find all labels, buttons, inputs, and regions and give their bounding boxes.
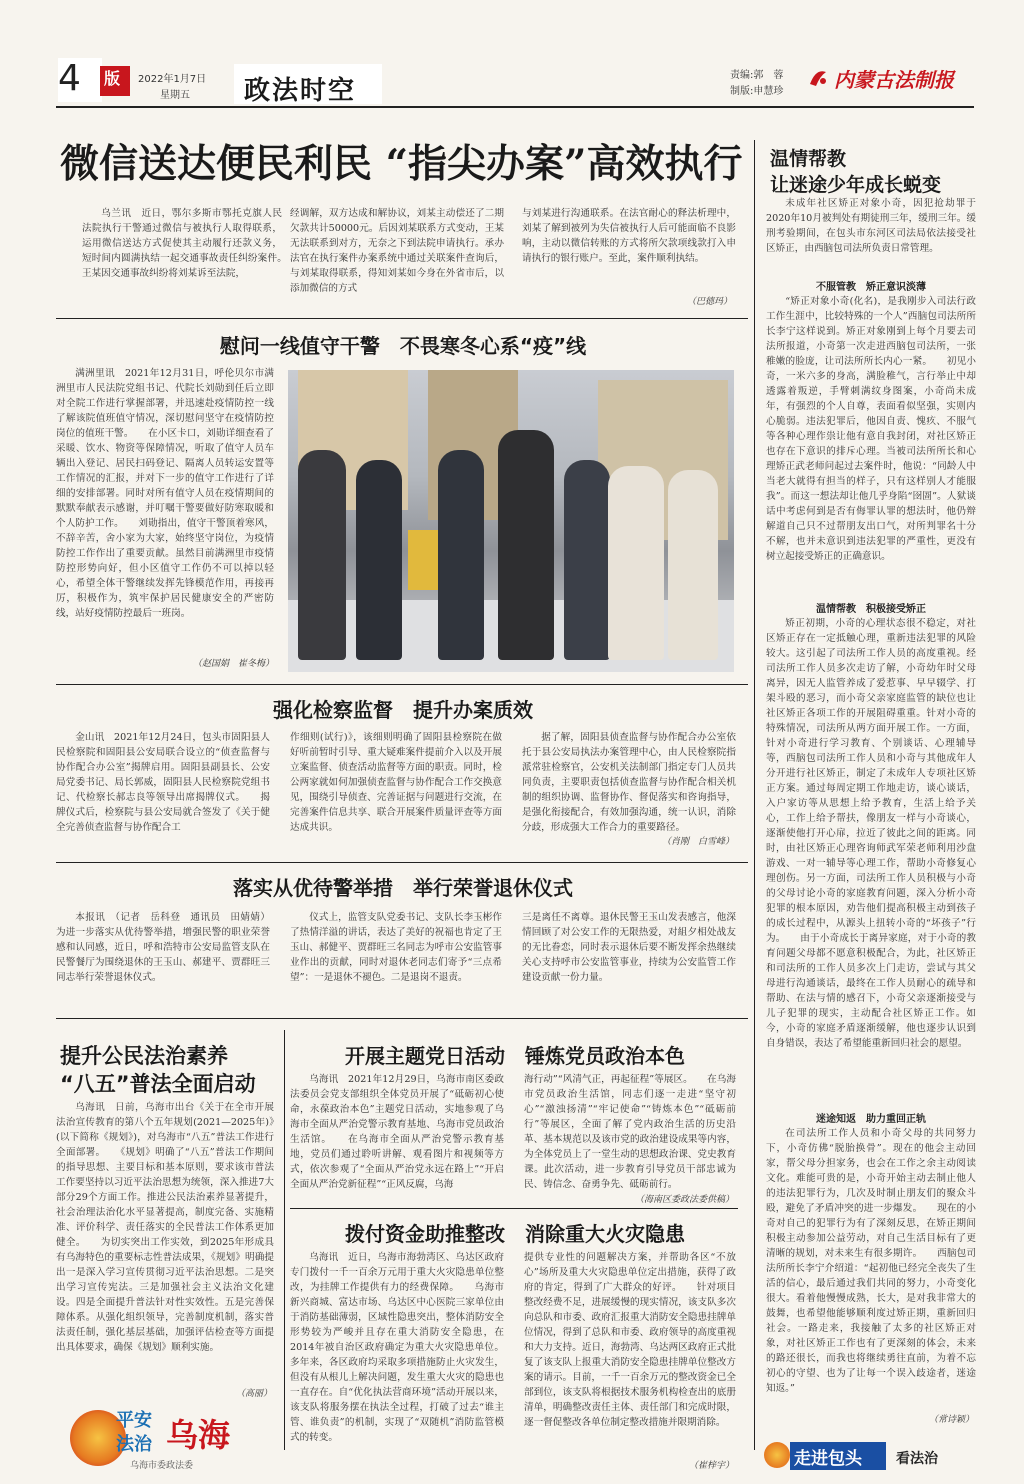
article3-col3: 据了解，固阳县侦查监督与协作配合办公室依托于县公安局执法办案管理中心，由人民检察院指派常驻检察官，公安机关法制部门指定专门人员共同负责，主要职责包括侦查监督与协作配合相关机制的组织协调、监督协作、督促落实和咨询指导，是强化衔接配合，有效加强沟通，统一认识，消除分歧，形成强大工作合力的重要路径。 <box>522 732 736 833</box>
sidebar-subheading-1: 不服管教 矫正意识淡薄 <box>816 282 926 293</box>
divider <box>56 862 748 863</box>
sidebar-subheading-3: 迷途知返 助力重回正轨 <box>766 1110 976 1125</box>
article6-col1: 乌海讯 2021年12月29日，乌海市南区委政法委员会党支部组织全体党员开展了“砥砺初心使命，永葆政治本色”主题党日活动，实地参观了乌海市全面从严治党警示教育基地、乌海市党员政治生活馆。 在乌海市全面从严治党警示教育基地，党员们通过聆听讲解、观看图片和视频等方式，依次参观了“全面从严治党永远在路上”“开启全面从严治党新征程”“正风反腐，乌海 <box>290 1074 504 1190</box>
divider <box>56 684 748 685</box>
paper-name: 内蒙古法制报 <box>834 68 954 92</box>
main-article-col1: 乌兰讯 近日，鄂尔多斯市鄂托克旗人民法院执行干警通过微信与被执行人取得联系，运用微信送达方式促使其主动履行还款义务，短时间内圆满执结一起交通事故责任纠纷案件。 王某因交通事故纠纷将刘某诉至法院， <box>82 208 282 279</box>
logo-emblem-icon <box>764 1442 790 1468</box>
article7-headline: 拨付资金助推整改 消除重大火灾隐患 <box>345 1222 685 1246</box>
article4-col1: 本报讯 （记者 岳科登 通讯员 田婧婧）为进一步落实从优待警举措，增强民警的职业荣誉感和认同感，近日，呼和浩特市公安局监管支队在民警餐厅为围绕退休的王玉山、郝建平、贾群旺三同志举行荣誉退休仪式。 <box>56 912 270 983</box>
paper-logo-icon <box>806 66 830 90</box>
article3-headline: 强化检察监督 提升办案质效 <box>273 698 533 722</box>
sidebar-headline-line1: 温情帮教 <box>770 148 847 170</box>
producer-label: 制版:申慧珍 <box>730 86 784 97</box>
main-article-col3: 与刘某进行沟通联系。在法官耐心的释法析理中，刘某了解到被列为失信被执行人后可能面临不良影响，主动以微信转账的方式将所欠款项线款打入申请执行的银行账户。至此，案件顺利执结。 <box>522 208 736 264</box>
article7-col1: 乌海讯 近日，乌海市海勃湾区、乌达区政府专门拨付一千一百余万元用于重大火灾隐患单位整改，为挂牌工作提供有力的经费保障。 乌海市新兴商城、富达市场、乌达区中心医院三家单位由于消防基础薄弱，区域性隐患突出，整体消防安全形势较为严峻并且存在重大消防安全隐患，在2014年被自治区政府确定为重大火灾隐患单位。多年来，各区政府均采取多项措施防止火灾发生，但没有从根儿上解决问题，发生重大火灾的隐患也一直存在。自“优化执法营商环境”活动开展以来，该支队将服务摆在执法全过程，打破了过去“谁主管、谁负责”的机制，实现了“双随机”消防监管模式的转变。 <box>290 1252 504 1443</box>
editor-label: 责编:郭 蓉 <box>730 70 784 81</box>
section-title: 政法时空 <box>244 76 357 106</box>
main-headline: 微信送达便民利民 “指尖办案”高效执行 <box>60 141 743 187</box>
article5-body: 乌海讯 日前，乌海市出台《关于在全市开展法治宣传教育的第八个五年规划(2021—2025年)》(以下简称《规划》)，对乌海市“八五”普法工作进行全面部署。 《规划》明确了“八五”普法工作期间的指导思想、主要目标和基本原则，要求该市普法工作要坚持以习近平法治思想为统领，深入推进7大部分29个方面工作。推进公民法治素养显著提升，社会治理法治化水平显著提高，制度完备、实施精准、评价科学、责任落实的全民普法工作体系更加健全。 为切实突出工作实效，到2025年形成具有乌海特色的重要标志性普法成果，《规划》明确提出一是深入学习宣传贯彻习近平法治思想。二是突出学习宣传宪法。三是加强社会主义法治文化建设。四是全面提升普法针对性实效性。五是完善保障体系。从强化组织领导，完善制度机制，落实普法责任制，强化基层基础，加强评估检查等方面提出具体要求，确保《规划》顺利实施。 <box>56 1102 274 1353</box>
zoujin-baotou-logo: 走进包头 看法治 <box>760 1436 976 1476</box>
issue-date: 2022年1月7日 <box>138 74 207 85</box>
sidebar-text-1: “矫正对象小奇(化名)，是我刚步入司法行政工作生涯中，比较特殊的一个人”西脑包司法所所长李宁这样说到。矫正对象刚到上每个月要去司法所报道，小奇第一次走进西脑包司法所，一张稚嫩的脸庞，让司法所所长内心一紧。 初见小奇，一米六多的身高，满脸稚气，言行举止中却透露着叛逆，手臂刺满纹身图案，小奇尚未成年，有强烈的个人自尊，表面看似坚强，实则内心脆弱。违法犯罪后，他因自责、愧疚、不服气等各种心理作祟让他有意自我封闭，对社区矫正也存在下意识的排斥心理。当被司法所所长和心理矫正武老师问起过去案件时，他说：“同龄人中当老大就得有担当的样子，只有这样别人才能服我”。而这一想法却让他几乎身陷“囹圄”。人狱谈话中考虑何到是否有侮罪认罪的想法时，他仍辩解道自己只不过帮朋友出口气，对所判罪名十分不解，也并未意识到违法犯罪的严重性，更没有树立起接受矫正的正确意识。 <box>766 296 976 562</box>
divider <box>56 1018 748 1019</box>
masthead-rule <box>56 106 974 108</box>
divider <box>290 1208 738 1209</box>
masthead <box>0 0 1024 110</box>
article7-col2: 提供专业性的问题解决方案，并帮助各区“不放心”场所及重大火灾隐患单位定出措施，获得了政府的肯定，得到了广大群众的好评。 针对项目整改经费不足，进展缓慢的现实情况，该支队多次向总队和市委、政府汇报重大消防安全隐患挂牌单位情况，得到了总队和市委、政府领导的高度重视和大力支持。近日，海勃湾、乌达两区政府正式批复了该支队上报重大消防安全隐患挂牌单位整改方案的请示。目前，一千一百余万元的整改资金已全部到位，该支队将根据技术服务机构检查出的底册清单，明确整改责任主体、责任部门和完成时限，逐一督促整改各单位制定整改措施并限期消除。 <box>524 1252 736 1428</box>
article3-byline: （肖刚 白雪峰） <box>620 834 734 847</box>
ping-an-wuhai-logo: 平安 法治 乌海 乌海市委政法委 <box>70 1404 270 1480</box>
column-divider <box>754 140 755 1450</box>
divider <box>56 318 748 319</box>
article6-headline: 开展主题党日活动 锤炼党员政治本色 <box>345 1044 685 1068</box>
sidebar-intro: 未成年社区矫正对象小奇，因犯抢劫罪于2020年10月被判处有期徒刑三年，缓刑三年。缓刑考验期间，在包头市东河区司法局依法接受社区矫正，由西脑包司法所负责日常管理。 <box>766 198 976 254</box>
article3-col2: 作细则(试行)》，该细则明确了固阳县检察院在做好听前暂时引导、重大疑难案件提前介入以及开展立案监督、侦查活动监督等方面的职责。同时，检公两家就如何加强侦查监督与协作配合工作交换意见，围绕引导侦查、完善证据与问题进行交流，在完善案件信息共享、联合开展案件质量评查等方面达成共识。 <box>290 732 502 833</box>
sidebar-text-2: 矫正初期，小奇的心理状态很不稳定，对社区矫正存在一定抵触心理，重新违法犯罪的风险较大。这引起了司法所工作人员的高度重视。经司法所工作人员多次走访了解，小奇幼年时父母离异，因无人监管养成了爱惹事、早早辍学、打架斗殴的恶习，而小奇父亲家庭监管的缺位也让社区矫正各项工作的开展阻碍重重。针对小奇的特殊情况，司法所从两方面开展工作。一方面，针对小奇进行学习教育、个别谈话、心理辅导等，西脑包司法所工作人员和小奇与其他成年人分开进行社区矫正，制定了未成年人专项社区矫正方案。通过每周定期工作地走访，谈心谈话，入户家访等从思想上给予教育，生活上给予关心，工作上给予帮扶，像朋友一样与小奇谈心，逐渐使他打开心扉，拉近了彼此之间的距离。同时，由社区矫正心理咨询师武军荣老师利用沙盘游戏、一对一辅导等心理工作，帮助小奇修复心理创伤。另一方面，司法所工作人员积极与小奇的父母讨论小奇的家庭教育问题，深入分析小奇犯罪的根本原因，劝告他们提高积极主动到孩子的成长过程中，从源头上扭转小奇的“坏孩子”行为。 由于小奇成长于离异家庭，对于小奇的教育问题父母都不愿意积极配合，为此，社区矫正和司法所的工作人员多次上门走访，尝试与其父母进行沟通谈话，最终在工作人员耐心的疏导和帮助、在法与情的感召下，小奇父亲逐渐接受与儿子犯罪的现实，主动配合社区矫正工作。如今，小奇的家庭矛盾逐渐缓解，他也逐步认识到自身错误，表达了希望能重新回归社会的愿望。 <box>766 618 976 1049</box>
article6-byline: （海南区委政法委供稿） <box>586 1192 734 1205</box>
article7-byline: （崔梓宇） <box>650 1458 734 1471</box>
sidebar-headline-line2: 让迷途少年成长蜕变 <box>770 174 942 196</box>
column-divider <box>284 1030 285 1450</box>
article5-headline-line1: 提升公民法治素养 <box>60 1044 228 1068</box>
article6-col2: 海行动”“风清气正，再起征程”等展区。 在乌海市党员政治生活馆，同志们逐一走进“坚守初心”“激浊扬清”“牢记使命”“铸炼本色”“砥砺前行”等展区，全面了解了党内政治生活的历史沿革、基本规范以及该市党的政治建设成果等内容，为全体党员上了一堂生动的思想政治课、党史教育课。此次活动，进一步教育引导党员干部忠诚为民、铸信念、奋勇争先、砥砺前行。 <box>524 1074 736 1190</box>
main-article-byline: （巴德玛） <box>686 297 732 307</box>
article4-col2: 仪式上，监管支队党委书记、支队长李玉彬作了热情洋溢的讲话，表达了美好的祝福也肯定了王玉山、郝健平、贾群旺三名同志为呼市公安监管事业作出的贡献，同时对退休老同志们寄予“三点希望”：一是退休不褪色。二是退岗不退责。 <box>290 912 502 983</box>
main-article-col2: 经调解，双方达成和解协议，刘某主动偿还了二期欠款共计50000元。后因刘某联系方式变动，王某无法联系到对方，无奈之下到法院申请执行。承办法官在执行案件办案系统中通过关联案件查询后，与刘某取得联系，得知刘某如今身在外省市后，以添加微信的方式 <box>290 208 504 294</box>
article4-headline: 落实从优待警举措 举行荣誉退休仪式 <box>233 876 573 900</box>
article3-col1: 金山讯 2021年12月24日，包头市固阳县人民检察院和固阳县公安局联合设立的“侦查监督与协作配合办公室”揭牌启用。固阳县副县长、公安局党委书记、局长郭威，固阳县人民检察院党组书记、代检察长郝志良等领导出席揭牌仪式。 揭牌仪式后，检察院与县公安局就合签发了《关于健全完善侦查监督与协作配合工 <box>56 732 270 833</box>
article5-headline-line2: “八五”普法全面启动 <box>60 1072 256 1096</box>
sidebar-text-3: 在司法所工作人员和小奇父母的共同努力下，小奇仿佛“脱胎换骨”。现在的他会主动回家，帮父母分担家务，也会在工作之余主动阅读文化。难能可贵的是，小奇开始主动去制止他人的违法犯罪行为，几次及时制止朋友们的聚众斗殴，避免了矛盾冲突的进一步爆发。 现在的小奇对自己的犯罪行为有了深刻反思，在矫正期间积极主动参加公益劳动，对自己生活目标有了更清晰的规划，对未来生有很多期许。 西脑包司法所所长李宁介绍道：“起初他已经完全丧失了生活的信心，最后通过我们共同的努力，小奇变化很大。看着他慢慢成熟，长大，是对我非常大的鼓舞，也希望他能够顺利度过矫正期，重新回归社会。一路走来，我接触了太多的社区矫正对象，对社区矫正工作也有了更深刻的体会，未来的路还很长，而我也将继续勇往直前，为着不忘初心的守望、也为了让每一个误入歧途者，迷途知返。” <box>766 1126 976 1426</box>
article2-body: 满洲里讯 2021年12月31日，呼伦贝尔市满洲里市人民法院党组书记、代院长刘勋到任后立即对全院工作进行掌握部署，并迅速赴疫情防控一线了解该院值班值守情况，深切慰问坚守在疫情防控岗位的值班干警。 在小区卡口，刘勋详细查看了采暖、饮水、物资等保障情况，听取了值守人员车辆出入登记、居民扫码登记、隔离人员转运安置等工作情况的汇报，并对下一步的值守工作进行了详细的安排部署。同时对所有值守人员在疫情期间的默默奉献表示感谢，并叮嘱干警要做好防寒取暖和个人防护工作。 刘勋指出，值守干警顶着寒风，不辞辛苦，舍小家为大家，始终坚守岗位，为疫情防控工作作出了重要贡献。虽然目前满洲里市疫情防控形势向好，但小区值守工作仍不可以掉以轻心，希望全体干警继续发挥先锋模范作用，再接再厉，积极作为，筑牢保护居民健康安全的严密防线，站好疫情防控最后一班岗。 <box>56 368 274 619</box>
page-number: 4 <box>58 58 102 102</box>
article4-col3: 三是离任不离尊。退休民警王玉山发表感言，他深情回顾了对公安工作的无限热爱，对組夕相处战友的无比眷恋，同时表示退休后要不断发挥余热继续关心支持呼市公安监管事业，持续为公安监管工作建设贡献一份力量。 <box>522 912 736 983</box>
article5-byline: （高丽） <box>235 1389 272 1399</box>
sidebar-byline: （常诗颖） <box>880 1412 974 1425</box>
sidebar-subheading-2: 温情帮教 积极接受矫正 <box>816 604 926 615</box>
article2-headline: 慰问一线值守干警 不畏寒冬心系“疫”线 <box>219 334 587 358</box>
page-char: 版 <box>104 69 121 88</box>
issue-weekday: 星期五 <box>160 90 190 101</box>
news-photo <box>288 370 734 672</box>
article2-byline: （赵国娟 崔冬梅） <box>192 659 274 669</box>
